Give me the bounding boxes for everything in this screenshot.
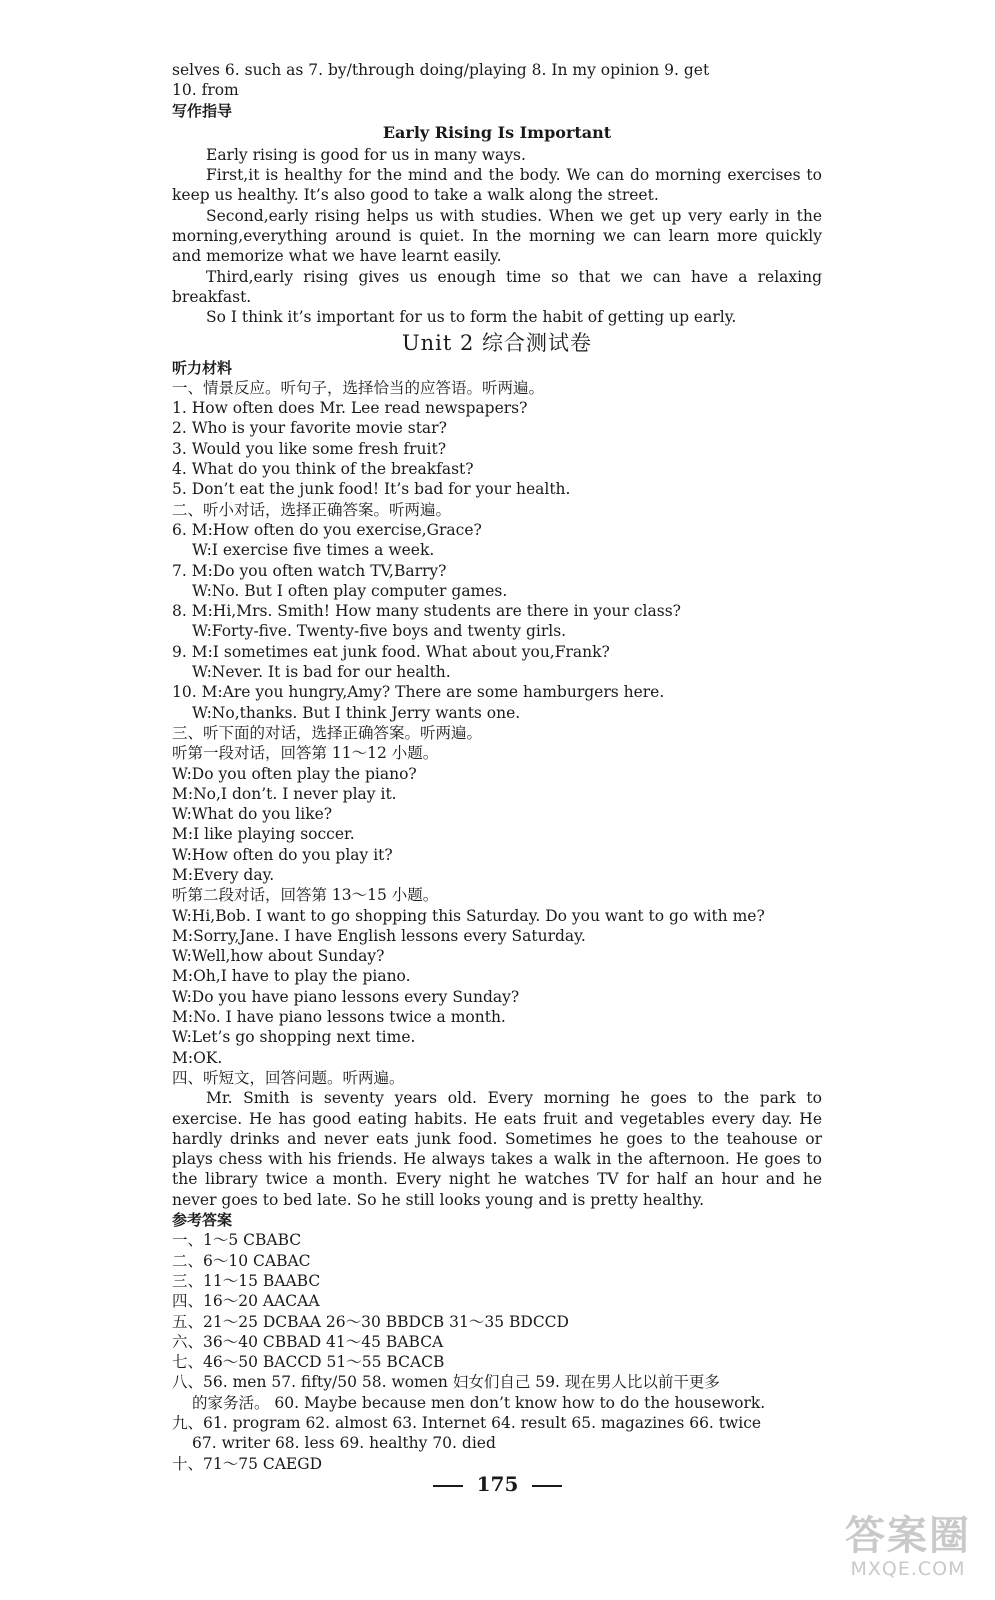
listening-line: M:Every day. [172, 865, 275, 884]
listening-line: W:No. But I often play computer games. [192, 581, 508, 600]
listening-material [172, 378, 822, 1088]
essay-paragraph: Second,early rising helps us with studies. When we get up very early in the morning,everything around is quiet. In the morning we can learn more quickly and memorize what we have learnt easily. [172, 206, 822, 266]
listening-line: W:Well,how about Sunday? [172, 947, 385, 966]
listening-line: M:No. I have piano lessons twice a month. [172, 1008, 506, 1027]
listening-line: 1. How often does Mr. Lee read newspapers? [172, 399, 528, 418]
listening-line: 9. M:I sometimes eat junk food. What about you,Frank? [172, 642, 610, 661]
listening-line: 3. Would you like some fresh fruit? [172, 439, 447, 458]
answer-line: 四、16～20 AACAA [172, 1292, 320, 1311]
page-number [0, 1472, 995, 1496]
answer-line: 三、11～15 BAABC [172, 1271, 321, 1290]
answers-heading: 参考答案 [172, 1211, 233, 1230]
listening-line: 4. What do you think of the breakfast? [172, 460, 474, 479]
listening-passage: Mr. Smith is seventy years old. Every morning he goes to the park to exercise. He has good eating habits. He eats fruit and vegetables every day. He hardly drinks and never eats junk food. Sometimes he goes to the teahouse or plays chess with his friends. He always takes a walk in the afternoon. He goes to the library twice a month. Every night he watches TV for half an hour and he never goes to bed late. So he still looks young and is pretty healthy. [172, 1089, 822, 1209]
answer-line: 10. from [172, 81, 239, 100]
answer-key [172, 1230, 822, 1474]
listening-line: 二、听小对话，选择正确答案。听两遍。 [172, 500, 452, 519]
page-content [172, 60, 822, 1474]
answer-line: 的家务活。 60. Maybe because men don’t know how to do the housework. [192, 1393, 766, 1412]
essay-paragraph: First,it is healthy for the mind and the body. We can do morning exercises to keep us healthy. It’s also good to take a walk along the street. [172, 166, 822, 205]
answer-line: 五、21～25 DCBAA 26～30 BBDCB 31～35 BDCCD [172, 1312, 569, 1331]
answer-line: selves 6. such as 7. by/through doing/playing 8. In my opinion 9. get [172, 61, 710, 79]
listening-line: W:Never. It is bad for our health. [192, 663, 451, 682]
listening-line: M:I like playing soccer. [172, 825, 355, 844]
listening-line: 2. Who is your favorite movie star? [172, 419, 447, 438]
listening-line: 三、听下面的对话，选择正确答案。听两遍。 [172, 723, 483, 742]
listening-line: W:Let’s go shopping next time. [172, 1028, 416, 1047]
listening-line: 6. M:How often do you exercise,Grace? [172, 520, 482, 539]
listening-line: W:How often do you play it? [172, 845, 393, 864]
dash-left [433, 1485, 463, 1487]
listening-line: W:Do you have piano lessons every Sunday? [172, 987, 520, 1006]
listening-line: M:OK. [172, 1048, 223, 1067]
dash-right [532, 1485, 562, 1487]
listening-line: 7. M:Do you often watch TV,Barry? [172, 561, 447, 580]
listening-line: W:Hi,Bob. I want to go shopping this Saturday. Do you want to go with me? [172, 906, 765, 925]
listening-line: M:Oh,I have to play the piano. [172, 967, 411, 986]
listening-line: W:Forty-five. Twenty-five boys and twenty girls. [192, 622, 567, 641]
listening-line: 一、情景反应。听句子，选择恰当的应答语。听两遍。 [172, 378, 545, 397]
listening-line: W:What do you like? [172, 805, 333, 824]
watermark-sub: MXQE.COM [850, 1558, 966, 1580]
essay-title: Early Rising Is Important [382, 122, 612, 142]
essay-paragraph: So I think it’s important for us to form the habit of getting up early. [206, 308, 737, 327]
listening-line: 8. M:Hi,Mrs. Smith! How many students are there in your class? [172, 602, 681, 621]
listening-line: 10. M:Are you hungry,Amy? There are some hamburgers here. [172, 683, 665, 702]
listening-line: 四、听短文，回答问题。听两遍。 [172, 1068, 405, 1087]
watermark-logo [845, 1514, 971, 1580]
answer-line: 一、1～5 CBABC [172, 1231, 302, 1250]
writing-guide-heading: 写作指导 [172, 101, 233, 120]
answer-line: 六、36～40 CBBAD 41～45 BABCA [172, 1332, 444, 1351]
listening-line: 5. Don’t eat the junk food! It’s bad for your health. [172, 480, 571, 499]
listening-line: W:Do you often play the piano? [172, 764, 417, 783]
listening-line: M:Sorry,Jane. I have English lessons every Saturday. [172, 926, 586, 945]
listening-line: M:No,I don’t. I never play it. [172, 784, 397, 803]
watermark-main: 答案圈 [845, 1513, 971, 1559]
listening-heading: 听力材料 [172, 358, 233, 377]
answer-line: 九、61. program 62. almost 63. Internet 64. result 65. magazines 66. twice [172, 1414, 762, 1432]
answer-line: 七、46～50 BACCD 51～55 BCACB [172, 1353, 445, 1372]
listening-line: 听第二段对话，回答第 13～15 小题。 [172, 886, 439, 905]
answer-line: 二、6～10 CABAC [172, 1251, 311, 1270]
essay-paragraph: Third,early rising gives us enough time so that we can have a relaxing breakfast. [172, 267, 822, 306]
unit-title: Unit 2 综合测试卷 [401, 330, 593, 355]
page-number-text: 175 [476, 1472, 519, 1496]
listening-line: W:No,thanks. But I think Jerry wants one. [192, 703, 521, 722]
answer-line: 十、71～75 CAEGD [172, 1454, 323, 1473]
answer-line: 67. writer 68. less 69. healthy 70. died [192, 1434, 496, 1453]
listening-line: W:I exercise five times a week. [192, 541, 435, 560]
listening-line: 听第一段对话，回答第 11～12 小题。 [172, 744, 439, 763]
essay-paragraph: Early rising is good for us in many ways. [206, 145, 526, 164]
answer-line: 八、56. men 57. fifty/50 58. women 妇女们自己 59. 现在男人比以前干更多 [172, 1373, 720, 1392]
